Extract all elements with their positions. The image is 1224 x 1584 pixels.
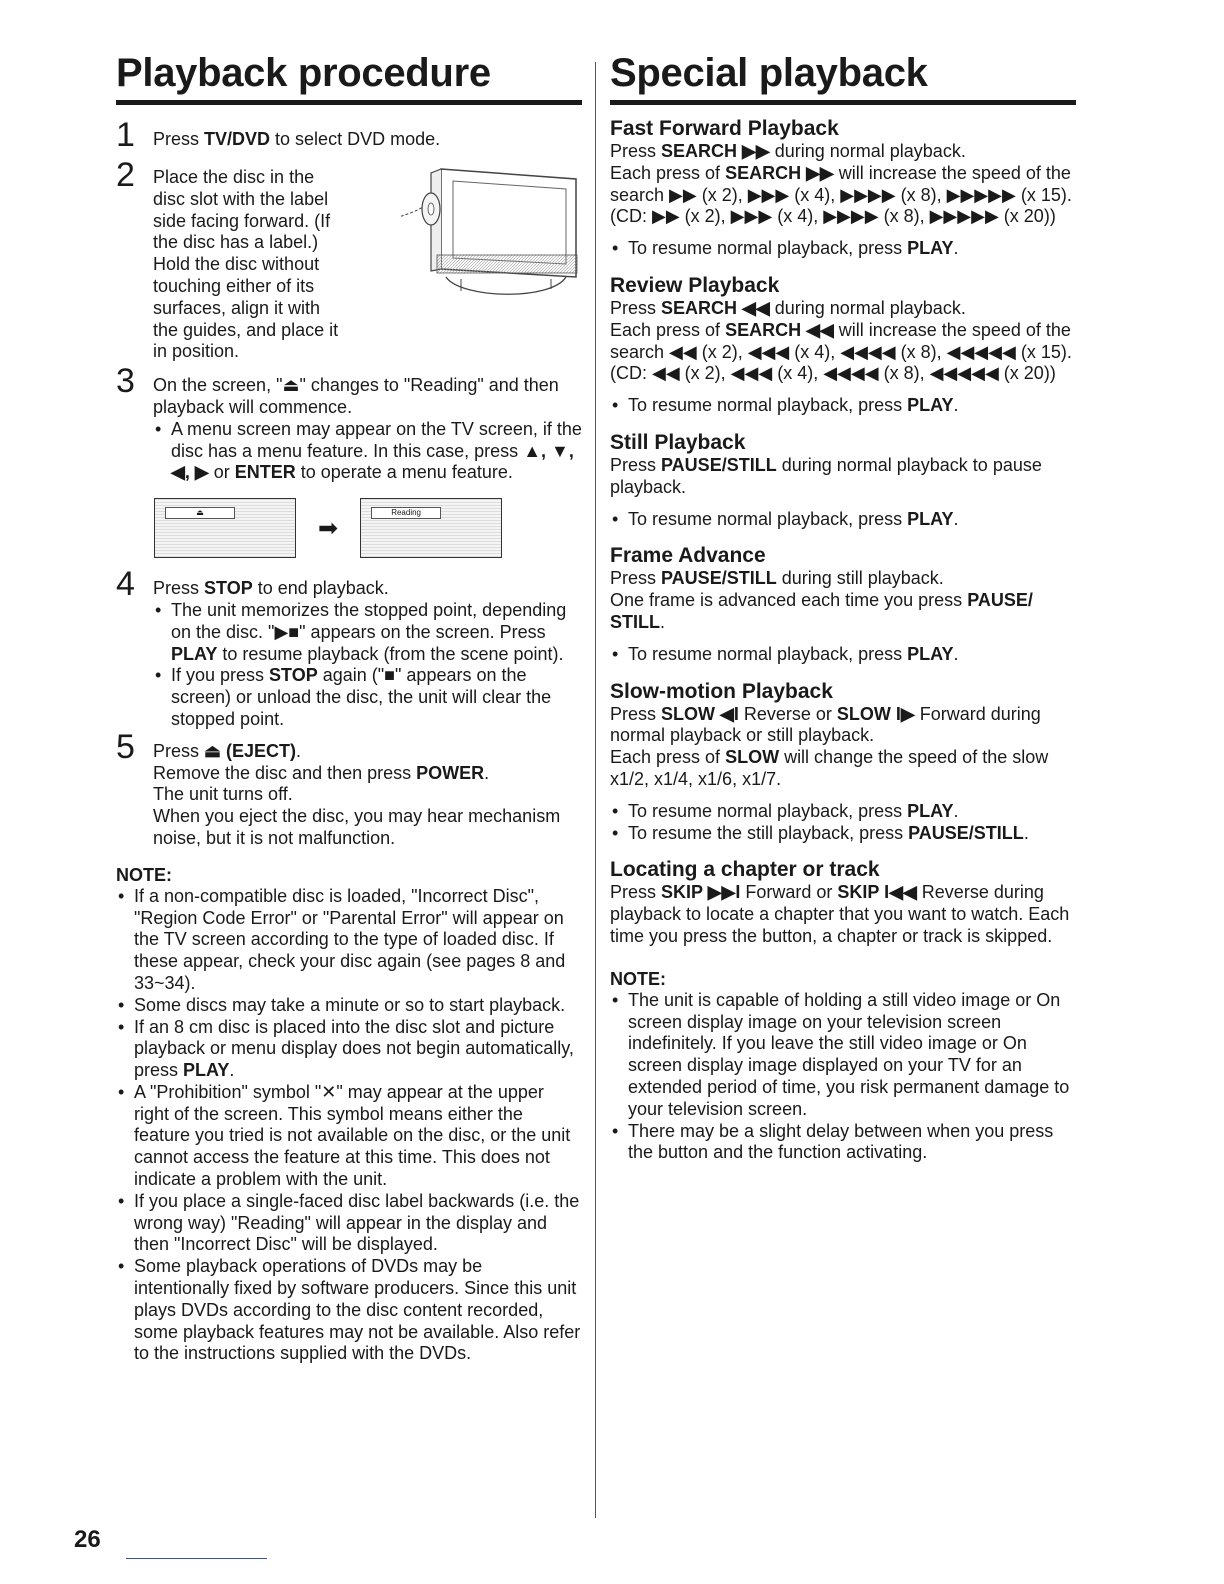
screen-eject: ⏏ (154, 498, 296, 558)
title-rule (610, 100, 1076, 105)
note-title: NOTE: (116, 864, 172, 885)
list-item: • A "Prohibition" symbol "✕" may appear at the upper right of the screen. This symbol means either the feature you tried is not available on the disc, or the unit cannot access the feature at this time. This does not indicate a problem with the unit. (116, 1082, 582, 1191)
step-text: Press TV/DVD to select DVD mode. (153, 129, 441, 149)
list-item: • If you place a single-faced disc label backwards (i.e. the wrong way) "Reading" will appear in the display and then "Incorrect Disc" will be displayed. (116, 1191, 582, 1256)
screen-illustrations (154, 498, 582, 558)
step-number: 4 (116, 565, 135, 604)
list-item: • The unit memorizes the stopped point, depending on the disc. "▶■" appears on the screen. Press PLAY to resume playback (from the scene point). (153, 600, 582, 665)
list-item: • Some playback operations of DVDs may be intentionally fixed by software producers. Since this unit plays DVDs according to the disc content recorded, some playback features may not be available. Also refer to the instructions supplied with the DVDs. (116, 1256, 582, 1365)
locating-chapter-title: Locating a chapter or track (610, 858, 880, 882)
step-4 (116, 565, 582, 731)
list-item: • A menu screen may appear on the TV screen, if the disc has a menu feature. In this case, press ▲, ▼, ◀, ▶ or ENTER to operate a menu feature. (153, 419, 582, 484)
step-text: Place the disc in the disc slot with the label side facing forward. (If the disc has a label.) Hold the disc without touching either of its surfaces, align it with the guides, and place it in position. (153, 167, 339, 362)
step-number: 5 (116, 727, 135, 766)
step-1 (116, 116, 582, 154)
list-item: • To resume normal playback, press PLAY. (610, 509, 1076, 531)
review-title: Review Playback (610, 273, 780, 297)
note-title: NOTE: (610, 968, 666, 989)
list-item: • There may be a slight delay between when you press the button and the function activating. (610, 1121, 1076, 1165)
step-text: Press ⏏ (EJECT). Remove the disc and then press POWER. The unit turns off. When you eject the disc, you may hear mechanism noise, but it is not malfunction. (153, 740, 561, 848)
list-item: • To resume normal playback, press PLAY. (610, 238, 1076, 260)
arrow-right-icon: ➡ (318, 514, 339, 542)
screen-reading: Reading (360, 498, 502, 558)
playback-procedure-title: Playback procedure (116, 51, 491, 95)
step-number: 2 (116, 156, 135, 194)
footer-line (126, 1558, 267, 1559)
list-item: • If an 8 cm disc is placed into the disc slot and picture playback or menu display does not begin automatically, press PLAY. (116, 1017, 582, 1082)
note-list (610, 990, 1076, 1164)
list-item: • Some discs may take a minute or so to start playback. (116, 995, 582, 1017)
list-item: • To resume normal playback, press PLAY. (610, 644, 1076, 666)
special-playback-title: Special playback (610, 51, 928, 95)
tv-disc-illustration (401, 159, 581, 309)
special-playback-column: Special playback Fast Forward Playback Press SEARCH ▶▶ during normal playback. Each press of SEARCH ▶▶ will increase the speed of the search ▶▶ (x 2), ▶▶▶ (x 4), ▶▶▶▶ (x 8), ▶▶▶▶▶ (x 15). (CD: ▶▶ (x 2), ▶▶▶ (x 4), ▶▶▶▶ (x 8), ▶▶▶▶▶ (x 20)) • To resume normal playback, press PLAY. Review Playback Press SEARCH ◀◀ during normal playback. Each press of SEARCH ◀◀ will increase the speed of the search ◀◀ (x 2), ◀◀◀ (x 4), ◀◀◀◀ (x 8), ◀◀◀◀◀ (x 15). (CD: ◀◀ (x 2), ◀◀◀ (x 4), ◀◀◀◀ (x 8), ◀◀◀◀◀ (x 20)) • To resume normal playback, press PLAY. Still Playback Press PAUSE/STILL during normal playback to pause playback. • To resume normal playback, press PLAY. Frame Advance Press PAUSE/STILL during still playback. One frame is advanced each time you press PAUSE/ STILL. • To resume normal playback, press PLAY. Slow-motion Playback Press SLOW ◀I Reverse or SLOW I▶ Forward during normal playback or still playback. Each press of SLOW will change the speed of the slow x1/2, x1/4, x1/6, x1/7. • To resume normal playback, press PLAY. • To resume the still playback, press PAUSE/STILL. Locating a chapter or track Press SKIP ▶▶I Forward or SKIP I◀◀ Reverse during playback to locate a chapter that you want to watch. Each time you press the button, a chapter or track is skipped. NOTE: • The unit is capable of holding a still video image or On screen display image on your television screen indefinitely. If you leave the still video image or On screen display image displayed on your TV for an extended period of time, you risk permanent damage to your television screen. • There may be a slight delay between when you press the button and the function activating. (610, 40, 1076, 1164)
column-divider (595, 62, 596, 1518)
frame-advance-title: Frame Advance (610, 544, 766, 568)
note-list (116, 886, 582, 1366)
slow-motion-title: Slow-motion Playback (610, 679, 833, 703)
step-5 (116, 727, 582, 850)
list-item: • If you press STOP again ("■" appears on the screen) or unload the disc, the unit will clear the stopped point. (153, 665, 582, 730)
step-3 (116, 362, 582, 484)
step-text: Press STOP to end playback. • The unit memorizes the stopped point, depending on the disc. "▶■" appears on the screen. Press PLAY to resume playback (from the scene point). • If you press STOP again ("■" appears on the screen) or unload the disc, the unit will clear the stopped point. (153, 568, 582, 731)
step-number: 3 (116, 362, 135, 401)
list-item: • The unit is capable of holding a still video image or On screen display image on your television screen indefinitely. If you leave the still video image or On screen display image displayed on your TV for an extended period of time, you risk permanent damage to your television screen. (610, 990, 1076, 1121)
still-title: Still Playback (610, 430, 746, 454)
fast-forward-title: Fast Forward Playback (610, 117, 839, 140)
page-number: 26 (74, 1526, 101, 1553)
playback-procedure-column (116, 40, 582, 1365)
list-item: • To resume normal playback, press PLAY. (610, 801, 1076, 823)
step-number: 1 (116, 116, 135, 154)
title-rule (116, 100, 582, 105)
step-text: On the screen, "⏏" changes to "Reading" and then playback will commence. • A menu screen may appear on the TV screen, if the disc has a menu feature. In this case, press ▲, ▼, ◀, ▶ or ENTER to operate a menu feature. (153, 365, 582, 484)
step-2 (116, 156, 582, 363)
list-item: • If a non-compatible disc is loaded, "Incorrect Disc", "Region Code Error" or "Parental Error" will appear on the TV screen according to the type of loaded disc. If these appear, check your disc again (see pages 8 and 33~34). (116, 886, 582, 995)
list-item: • To resume the still playback, press PAUSE/STILL. (610, 823, 1076, 845)
list-item: • To resume normal playback, press PLAY. (610, 395, 1076, 417)
